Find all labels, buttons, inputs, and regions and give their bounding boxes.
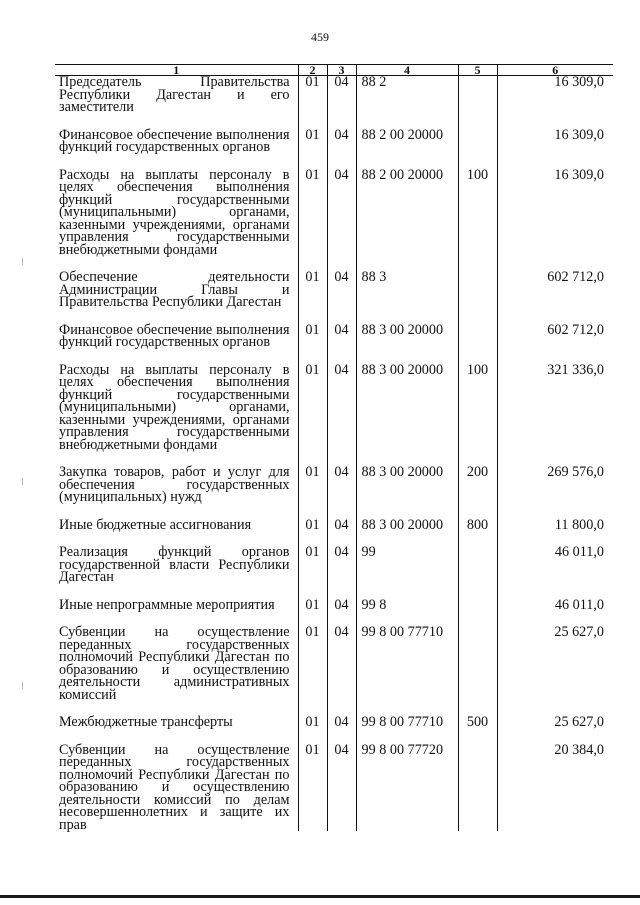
row-name-cell: Иные непрограммные мероприятия	[59, 596, 275, 613]
bottom-scan-border	[0, 895, 640, 898]
table-row	[55, 466, 613, 504]
spacer-cell	[458, 531, 497, 546]
row-name-cell: Финансовое обеспечение выполнения функций государственных органов	[59, 126, 290, 155]
row-expense-type-cell: 200	[458, 466, 497, 504]
row-subsection-cell: 04	[327, 626, 356, 701]
spacer-cell	[458, 256, 497, 271]
row-target-article-cell: 88 3 00 20000	[356, 324, 458, 349]
row-target-article-cell: 88 3	[356, 271, 458, 309]
row-target-article-cell: 88 2 00 20000	[356, 169, 458, 257]
row-section-cell: 01	[298, 364, 327, 452]
margin-mark	[22, 258, 23, 265]
row-section-cell: 01	[298, 76, 327, 114]
spacer-cell	[458, 309, 497, 324]
row-name-cell: Расходы на выплаты персоналу в целях обеспечения выполнения функций государственными (муниципальными) органами, казенными учреждениями, органами управления государственными внебюджетными фондами	[59, 166, 290, 258]
row-subsection-cell: 04	[327, 519, 356, 532]
row-section-cell: 01	[298, 169, 327, 257]
row-amount-cell: 269 576,0	[497, 466, 613, 504]
row-expense-type-cell: 100	[458, 364, 497, 452]
row-name-cell: Председатель Правительства Республики Дагестан и его заместители	[59, 74, 290, 115]
row-amount-cell: 16 309,0	[497, 129, 613, 154]
row-name-cell: Реализация функций органов государственной власти Республики Дагестан	[59, 544, 290, 585]
row-target-article-cell: 99 8 00 77710	[356, 626, 458, 701]
row-target-article-cell: 99 8 00 77720	[356, 744, 458, 832]
table-row	[55, 169, 613, 257]
row-expense-type-cell	[458, 546, 497, 584]
margin-mark	[22, 478, 23, 485]
row-name-cell: Межбюджетные трансферты	[59, 714, 233, 730]
spacer-cell	[458, 611, 497, 626]
table-row	[55, 129, 613, 154]
row-amount-cell: 16 309,0	[497, 169, 613, 257]
row-target-article-cell: 88 3 00 20000	[356, 519, 458, 532]
row-subsection-cell: 04	[327, 744, 356, 832]
row-amount-cell: 46 011,0	[497, 546, 613, 584]
row-target-article-cell: 88 3 00 20000	[356, 466, 458, 504]
row-amount-cell: 321 336,0	[497, 364, 613, 452]
row-section-cell: 01	[298, 519, 327, 532]
column-header-target-article: 4	[356, 65, 458, 76]
table-row	[55, 744, 613, 832]
row-amount-cell: 46 011,0	[497, 599, 613, 612]
column-header-expense-type: 5	[458, 65, 497, 76]
table-row	[55, 364, 613, 452]
table-row	[55, 626, 613, 701]
row-name-cell: Финансовое обеспечение выполнения функций государственных органов	[59, 321, 290, 350]
row-expense-type-cell	[458, 744, 497, 832]
row-section-cell: 01	[298, 324, 327, 349]
row-target-article-cell: 99 8	[356, 599, 458, 612]
row-target-article-cell: 99	[356, 546, 458, 584]
column-header-amount: 6	[497, 65, 613, 76]
table-row	[55, 76, 613, 114]
row-expense-type-cell: 100	[458, 169, 497, 257]
row-section-cell: 01	[298, 271, 327, 309]
budget-table	[55, 64, 613, 831]
row-name-cell: Обеспечение деятельности Администрации Главы и Правительства Республики Дагестан	[59, 269, 290, 310]
row-section-cell: 01	[298, 744, 327, 832]
row-expense-type-cell	[458, 626, 497, 701]
column-header-subsection: 3	[327, 65, 356, 76]
table-row	[55, 716, 613, 729]
row-section-cell: 01	[298, 546, 327, 584]
table-row	[55, 599, 613, 612]
row-subsection-cell: 04	[327, 169, 356, 257]
row-target-article-cell: 88 2	[356, 76, 458, 114]
table-body	[55, 76, 613, 832]
row-amount-cell: 25 627,0	[497, 716, 613, 729]
row-target-article-cell: 88 2 00 20000	[356, 129, 458, 154]
row-subsection-cell: 04	[327, 129, 356, 154]
row-subsection-cell: 04	[327, 466, 356, 504]
spacer-cell	[458, 729, 497, 744]
row-amount-cell: 11 800,0	[497, 519, 613, 532]
row-expense-type-cell	[458, 324, 497, 349]
row-section-cell: 01	[298, 466, 327, 504]
row-section-cell: 01	[298, 129, 327, 154]
row-amount-cell: 602 712,0	[497, 271, 613, 309]
row-section-cell: 01	[298, 599, 327, 612]
row-expense-type-cell: 500	[458, 716, 497, 729]
row-subsection-cell: 04	[327, 599, 356, 612]
row-subsection-cell: 04	[327, 76, 356, 114]
spacer-cell	[458, 114, 497, 129]
row-expense-type-cell	[458, 129, 497, 154]
page-number: 459	[311, 30, 329, 44]
row-name-cell: Расходы на выплаты персоналу в целях обеспечения выполнения функций государственными (муниципальными) органами, казенными учреждениями, органами управления государственными внебюджетными фондами	[59, 361, 290, 453]
row-subsection-cell: 04	[327, 271, 356, 309]
row-section-cell: 01	[298, 626, 327, 701]
row-subsection-cell: 04	[327, 716, 356, 729]
table-row	[55, 271, 613, 309]
spacer-cell	[458, 584, 497, 599]
row-amount-cell: 602 712,0	[497, 324, 613, 349]
table-row	[55, 324, 613, 349]
row-amount-cell: 16 309,0	[497, 76, 613, 114]
row-target-article-cell: 88 3 00 20000	[356, 364, 458, 452]
row-target-article-cell: 99 8 00 77710	[356, 716, 458, 729]
column-header-section: 2	[298, 65, 327, 76]
column-header-name: 1	[55, 65, 298, 76]
row-expense-type-cell	[458, 599, 497, 612]
row-name-cell: Закупка товаров, работ и услуг для обеспечения государственных (муниципальных) нужд	[59, 464, 290, 505]
row-subsection-cell: 04	[327, 364, 356, 452]
table-row	[55, 519, 613, 532]
row-name-cell: Субвенции на осуществление переданных государственных полномочий Республики Дагестан по образованию и осуществлению деятельности административных комиссий	[59, 624, 290, 703]
row-expense-type-cell	[458, 271, 497, 309]
row-name-cell: Субвенции на осуществление переданных государственных полномочий Республики Дагестан по образованию и осуществлению деятельности комиссий по делам несовершеннолетних и защите их прав	[59, 741, 290, 833]
row-subsection-cell: 04	[327, 546, 356, 584]
row-expense-type-cell: 800	[458, 519, 497, 532]
row-amount-cell: 20 384,0	[497, 744, 613, 832]
row-name-cell: Иные бюджетные ассигнования	[59, 516, 252, 533]
table-row	[55, 546, 613, 584]
margin-mark	[22, 682, 23, 689]
row-section-cell: 01	[298, 716, 327, 729]
row-subsection-cell: 04	[327, 324, 356, 349]
row-amount-cell: 25 627,0	[497, 626, 613, 701]
row-expense-type-cell	[458, 76, 497, 114]
